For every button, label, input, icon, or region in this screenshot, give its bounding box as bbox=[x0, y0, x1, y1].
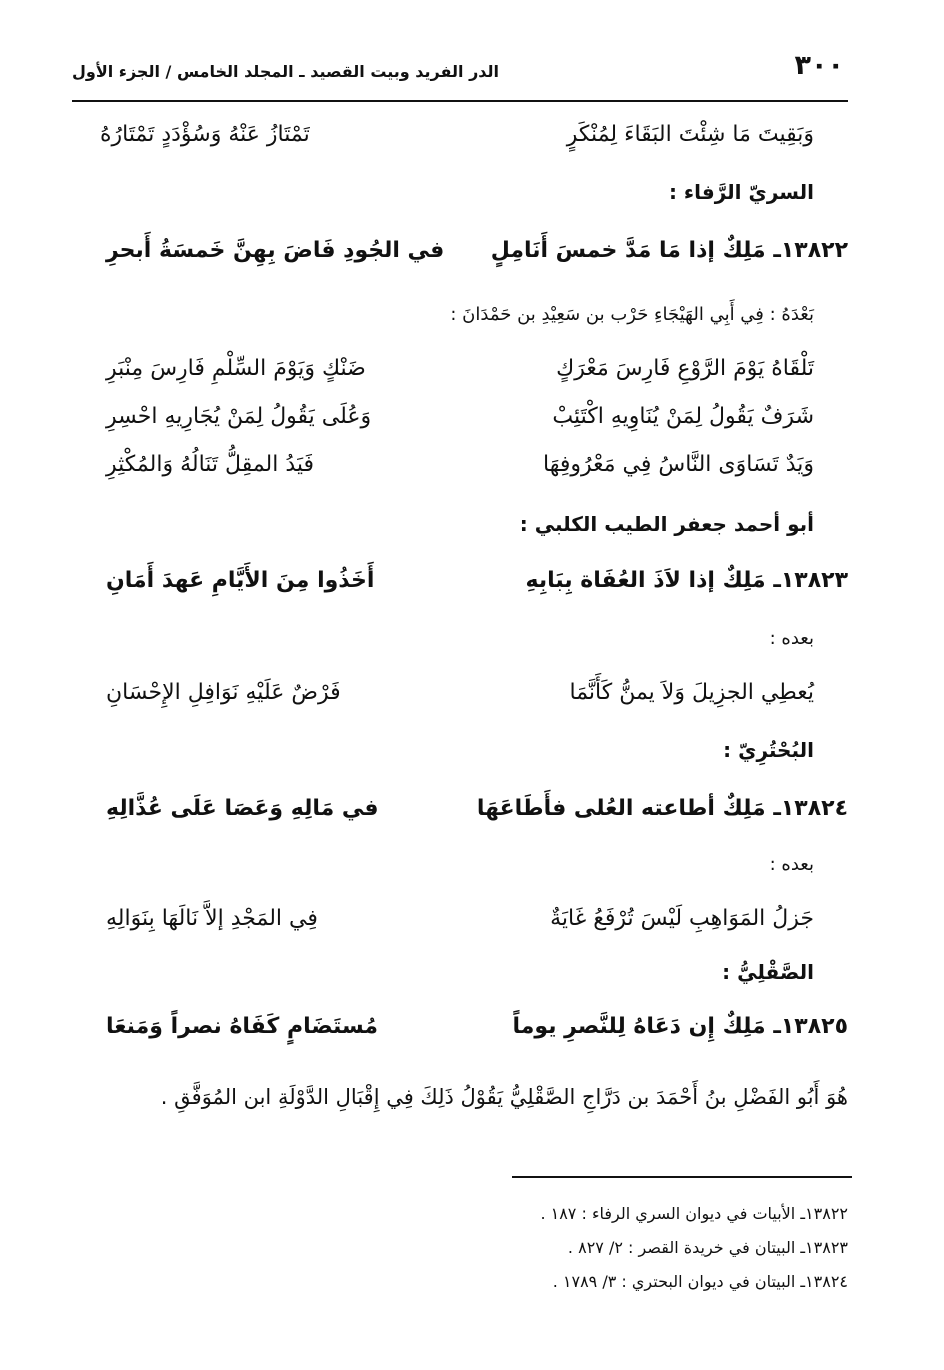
verse-note: بعده : bbox=[769, 628, 814, 649]
verse-note: بعده : bbox=[769, 854, 814, 875]
verse-first-hemistich: يُعطِي الجزِيلَ وَلاَ يمنُّ كَأَنَّمَا bbox=[569, 680, 814, 705]
footnote: ١٣٨٢٣ـ البيتان في خريدة القصر : ٢/ ٨٢٧ . bbox=[567, 1238, 848, 1257]
footnote: ١٣٨٢٢ـ الأبيات في ديوان السري الرفاء : ١٨٧ . bbox=[540, 1204, 848, 1223]
verse-second-hemistich: وَعُلَى يَقُولُ لِمَنْ يُجَارِيهِ احْسِرِ bbox=[106, 404, 372, 429]
page-number: ٣٠٠ bbox=[794, 50, 844, 81]
verse-first-hemistich: جَزلُ المَوَاهِبِ لَيْسَ تُرْفَعُ غَايَةٌ bbox=[550, 906, 814, 931]
footnote: ١٣٨٢٤ـ البيتان في ديوان البحتري : ٣/ ١٧٨٩ . bbox=[552, 1272, 848, 1291]
verse-first-hemistich: وَيَدٌ تَسَاوَى النَّاسُ فِي مَعْرُوفِهَا bbox=[543, 452, 814, 477]
poet-heading: الصَّقْلِيُّ : bbox=[722, 960, 814, 984]
footnote-rule bbox=[512, 1176, 852, 1178]
verse-first-hemistich: وَبَقِيتَ مَا شِئْتَ البَقَاءَ لِمُنْكَرٍ bbox=[566, 122, 814, 147]
verse-first-hemistich: ١٣٨٢٢ـ مَلِكٌ إذا مَا مَدَّ خمسَ أَنَامِلٍ bbox=[490, 238, 848, 263]
verse-first-hemistich: شَرَفٌ يَقُولُ لِمَنْ يُنَاوِيهِ اكْتَئِبْ bbox=[552, 404, 814, 429]
verse-note: بَعْدَهُ : فِي أَبِي الهَيْجَاءِ حَرْب بن سَعِيْدِ بن حَمْدَانَ : bbox=[450, 304, 814, 325]
verse-second-hemistich: أَخَذُوا مِنَ الأَيَّامِ عَهدَ أَمَانِ bbox=[106, 568, 375, 593]
verse-second-hemistich: في مَالِهِ وَعَصَا عَلَى عُذَّالِهِ bbox=[106, 796, 379, 821]
verse-first-hemistich: ١٣٨٢٥ـ مَلِكٌ إِن دَعَاهُ لِلنَّصرِ يوماً bbox=[512, 1014, 848, 1039]
commentary-paragraph: هُوَ أَبُو الفَضْلِ بنُ أَحْمَدَ بن دَرَّاجِ الصَّقْلِيُّ يَقُوْلُ ذَلِكَ فِي إِقْبَالِ الدَّوْلَةِ ابن المُوَفَّقِ . bbox=[160, 1085, 848, 1109]
verse-second-hemistich: ضَنْكٍ وَيَوْمَ السِّلْمِ فَارِسَ مِنْبَرِ bbox=[106, 356, 366, 381]
verse-first-hemistich: ١٣٨٢٣ـ مَلِكٌ إذا لاَذَ العُفَاة بِبَابِهِ bbox=[525, 568, 848, 593]
verse-first-hemistich: تَلْقَاهُ يَوْمَ الرَّوْعِ فَارِسَ مَعْرَكٍ bbox=[556, 356, 814, 381]
poet-heading: البُحْتُرِيّ : bbox=[723, 738, 814, 762]
verse-second-hemistich: فَيَدُ المقِلُّ تَنَالُهُ وَالمُكْثِرِ bbox=[106, 452, 315, 477]
header-rule bbox=[72, 100, 848, 102]
verse-second-hemistich: تَمْتَازُ عَنْهُ وَسُؤْدَدٍ تَمْتَارُهُ bbox=[100, 122, 310, 147]
running-header-title: الدر الفريد وبيت القصيد ـ المجلد الخامس / الجزء الأول bbox=[72, 62, 500, 81]
verse-second-hemistich: فَرْضٌ عَلَيْهِ نَوَافِلِ الإِحْسَانِ bbox=[106, 680, 341, 705]
verse-second-hemistich: في الجُودِ فَاضَ بِهِنَّ خَمسَةُ أَبحرِ bbox=[106, 238, 445, 263]
poet-heading: أبو أحمد جعفر الطيب الكلبي : bbox=[519, 512, 814, 536]
verse-first-hemistich: ١٣٨٢٤ـ مَلِكٌ أطاعته العُلى فأَطَاعَهَا bbox=[476, 796, 848, 821]
poet-heading: السريّ الرَّفاء : bbox=[668, 180, 814, 204]
verse-second-hemistich: فِي المَجْدِ إلاَّ نَالَهَا بِنَوَالِهِ bbox=[106, 906, 318, 931]
verse-second-hemistich: مُستَضَامٍ كَفَاهُ نصراً وَمَنعَا bbox=[106, 1014, 379, 1039]
